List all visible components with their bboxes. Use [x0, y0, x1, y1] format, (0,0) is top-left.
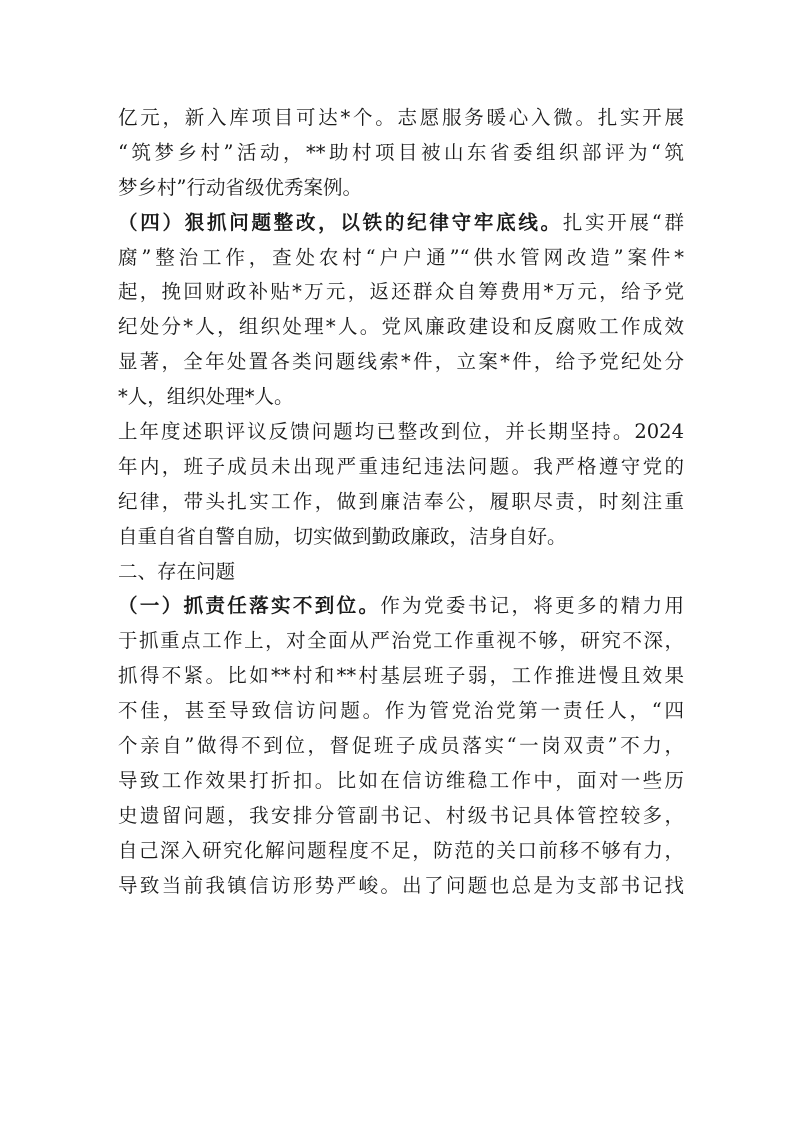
text-line	[118, 380, 684, 415]
text-run: 史遗留问题，我安排分管副书记、村级书记具体管控较多，	[118, 803, 684, 827]
text-line	[118, 869, 684, 904]
text-run: 于抓重点工作上，对全面从严治党工作重视不够，研究不深，	[118, 629, 684, 653]
text-run: 纪律，带头扎实工作，做到廉洁奉公，履职尽责，时刻注重	[118, 489, 684, 513]
text-line	[118, 694, 684, 729]
text-line	[118, 275, 684, 310]
text-line	[118, 415, 684, 450]
text-line	[118, 171, 684, 206]
text-run: 亿元，新入库项目可达*个。志愿服务暖心入微。扎实开展	[118, 106, 684, 129]
text-line	[118, 834, 684, 869]
text-run: 扎实开展“群	[562, 210, 684, 234]
text-line	[118, 450, 684, 485]
text-run: *人，组织处理*人。	[118, 385, 294, 409]
text-run: 年内，班子成员未出现严重违纪违法问题。我严格遵守党的	[118, 454, 684, 478]
text-run: 导致当前我镇信访形势严峻。出了问题也总是为支部书记找	[118, 873, 684, 897]
text-line	[118, 659, 684, 694]
text-run: 显著，全年处置各类问题线索*件，立案*件，给予党纪处分	[118, 350, 684, 374]
text-line	[118, 764, 684, 799]
chapter-heading: 二、存在问题	[118, 559, 236, 583]
text-line	[118, 136, 684, 171]
section-heading: （四）狠抓问题整改，以铁的纪律守牢底线。	[118, 210, 563, 234]
text-line	[118, 485, 684, 520]
text-run: 梦乡村”行动省级优秀案例。	[118, 175, 362, 199]
text-run: 纪处分*人，组织处理*人。党风廉政建设和反腐败工作成效	[118, 315, 684, 339]
text-run: 不佳，甚至导致信访问题。作为管党治党第一责任人，“四	[118, 699, 684, 723]
text-line	[118, 729, 684, 764]
text-line	[118, 345, 684, 380]
section-heading-line	[118, 589, 684, 624]
text-run: 个亲自”做得不到位，督促班子成员落实“一岗双责”不力，	[118, 734, 684, 758]
section-heading: （一）抓责任落实不到位。	[118, 594, 381, 618]
text-run: “筑梦乡村”活动，**助村项目被山东省委组织部评为“筑	[118, 140, 684, 164]
text-run: 导致工作效果打折扣。比如在信访维稳工作中，面对一些历	[118, 768, 684, 792]
text-run: 上年度述职评议反馈问题均已整改到位，并长期坚持。2024	[118, 420, 684, 444]
text-line	[118, 799, 684, 834]
text-run: 自己深入研究化解问题程度不足，防范的关口前移不够有力，	[118, 838, 684, 862]
section-heading-line	[118, 206, 684, 241]
text-line	[118, 520, 684, 555]
text-run: 自重自省自警自励，切实做到勤政廉政，洁身自好。	[118, 524, 567, 548]
text-run: 作为党委书记，将更多的精力用	[380, 594, 684, 618]
text-run: 起，挽回财政补贴*万元，返还群众自筹费用*万元，给予党	[118, 280, 684, 304]
document-body	[118, 101, 684, 903]
text-line	[118, 241, 684, 276]
text-run: 抓得不紧。比如**村和**村基层班子弱，工作推进慢且效果	[118, 664, 684, 688]
text-line	[118, 624, 684, 659]
text-line	[118, 101, 684, 136]
text-line	[118, 310, 684, 345]
text-run: 腐”整治工作，查处农村“户户通”“供水管网改造”案件*	[118, 245, 684, 269]
chapter-heading-line	[118, 555, 684, 590]
